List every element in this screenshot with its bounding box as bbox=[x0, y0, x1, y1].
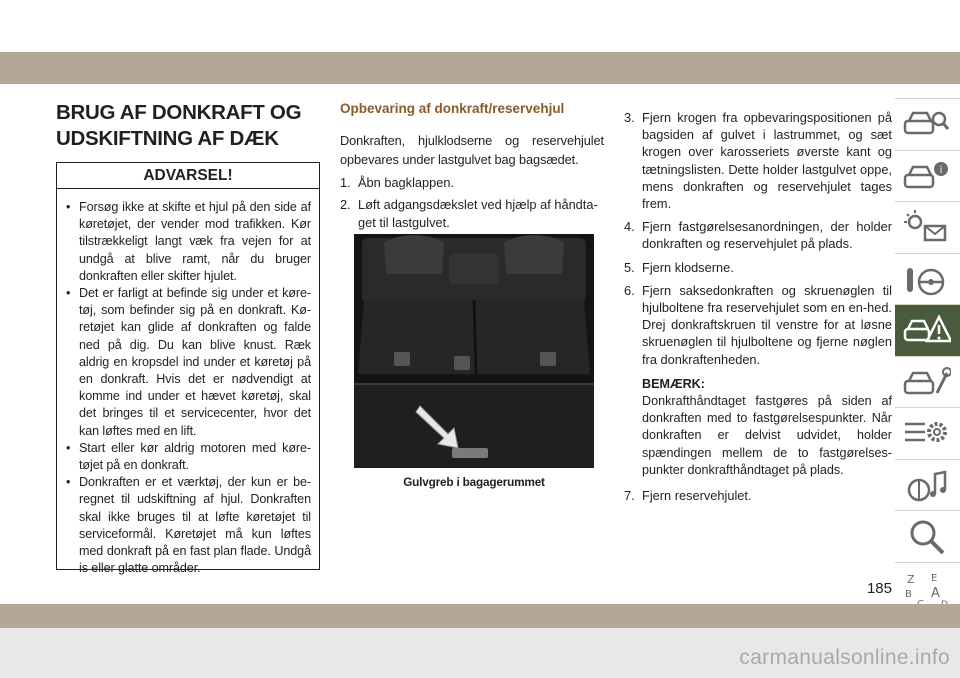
tab-specifications[interactable] bbox=[895, 407, 960, 459]
specifications-gear-icon bbox=[901, 414, 951, 454]
note-block bbox=[624, 376, 892, 479]
step-item: 3. Fjern krogen fra opbevaringspositionen på bagsiden af gulvet i lastrummet, og sæt krogen over karosseriets øverste kant og tætningslisten. Dette holder lastgulvet oppe, mens donkraften og reservehjulet tages frem. bbox=[624, 110, 892, 212]
top-margin bbox=[0, 0, 960, 52]
tab-warning-lights[interactable] bbox=[895, 201, 960, 253]
warning-item: • Donkraften er et værktøj, der kun er be-regnet til udskiftning af hjul. Donkraften skal ikke bruges til at løfte køretøjet til serviceformål. Køretøjet må kun løftes med donkraft på en fast plan flade. Undgå is eller glatte områder. bbox=[66, 475, 311, 576]
storage-section bbox=[340, 100, 604, 236]
car-search-icon bbox=[901, 105, 951, 145]
steps-list-c bbox=[624, 487, 892, 504]
warning-box bbox=[56, 162, 320, 576]
tab-car-service[interactable] bbox=[895, 356, 960, 408]
warning-lights-icon bbox=[901, 208, 951, 248]
watermark: carmanualsonline.info bbox=[739, 646, 950, 669]
bullet-icon: • bbox=[66, 475, 71, 490]
step-item: 6. Fjern saksedonkraften og skruenøglen til hjulboltene fra reservehjulet som en en-hed. Drej donkraftskruen til venstre for at løsne skruenøglen til hjulboltene og fjerne nøglen fra donkraftenheden. bbox=[624, 282, 892, 367]
car-service-icon bbox=[901, 363, 951, 403]
note-text: Donkrafthåndtaget fastgøres på siden af donkraften med to fastgørelsespunkter. Når donkraften er delvist udvidet, holder spændingen mellem de to fastgørelses-punkter donkrafthåndtaget på plads. bbox=[642, 394, 892, 477]
page-number: 185 bbox=[866, 580, 892, 597]
section-heading: Opbevaring af donkraft/reservehjul bbox=[340, 101, 565, 116]
chapter-tabs bbox=[895, 98, 960, 613]
bullet-icon: • bbox=[66, 286, 71, 301]
step-item: 2. Løft adgangsdækslet ved hjælp af håndta-get til lastgulvet. bbox=[340, 197, 598, 230]
svg-text:B: B bbox=[905, 588, 912, 600]
tab-roadside-emergency[interactable] bbox=[895, 304, 960, 356]
steps-continued bbox=[624, 104, 892, 510]
steps-list-a bbox=[340, 174, 604, 232]
multimedia-icon bbox=[901, 466, 951, 506]
step-item: 7. Fjern reservehjulet. bbox=[624, 488, 752, 504]
warning-item: • Forsøg ikke at skifte et hjul på den side af køretøjet, der vender mod trafikken. Kør tilstrækkeligt langt væk fra vejen for at undgå at blive ramt, når du bruger donkraften eller skifter hjulet. bbox=[66, 200, 311, 283]
roadside-emergency-icon bbox=[901, 311, 951, 351]
step-item: 1. Åbn bagklappen. bbox=[340, 175, 455, 190]
warning-item: • Start eller kør aldrig motoren med køre-tøjet på en donkraft. bbox=[66, 440, 311, 473]
warning-heading: ADVARSEL! bbox=[57, 163, 319, 189]
photo-caption: Gulvgreb i bagagerummet bbox=[403, 475, 545, 489]
intro-paragraph: Donkraften, hjulklodserne og reservehjulet opbevares under lastgulvet bag bagsædet. bbox=[340, 133, 604, 167]
tab-car-search[interactable] bbox=[895, 98, 960, 150]
warning-item: • Det er farligt at befinde sig under et køre-tøj, som befinder sig på en donkraft. Kø-retøjet kan glide af donkraften og falde ned på dig. Du kan blive knust. Ræk aldrig en kropsdel ind under et køretøj på en donkraft. Hvis det er nødvendigt at komme ind under et hævet køretøj, skal det bringes til et servicecenter, hvor det kan løftes med en lift. bbox=[66, 286, 311, 438]
warning-list bbox=[57, 189, 319, 577]
svg-text:A: A bbox=[931, 585, 940, 601]
cargo-floor-photo bbox=[354, 234, 594, 468]
bullet-icon: • bbox=[66, 200, 71, 214]
tab-search[interactable] bbox=[895, 510, 960, 562]
search-icon bbox=[901, 517, 951, 557]
bullet-icon: • bbox=[66, 440, 71, 455]
step-item: 5. Fjern klodserne. bbox=[624, 259, 734, 275]
svg-text:E: E bbox=[931, 572, 938, 584]
steps-list-b bbox=[624, 109, 892, 368]
car-info-icon bbox=[901, 157, 951, 197]
cargo-floor-illustration bbox=[354, 234, 594, 468]
index-az-icon bbox=[901, 569, 951, 609]
tab-steering[interactable] bbox=[895, 253, 960, 305]
page-title: BRUG AF DONKRAFT OG UDSKIFTNING AF DÆK bbox=[56, 101, 302, 150]
steering-wheel-icon bbox=[901, 260, 951, 300]
footer-band bbox=[0, 604, 960, 628]
header-band bbox=[0, 52, 960, 84]
svg-text:Z: Z bbox=[907, 572, 915, 586]
svg-text:i: i bbox=[939, 164, 943, 176]
tab-car-info[interactable] bbox=[895, 150, 960, 202]
tab-multimedia[interactable] bbox=[895, 459, 960, 511]
note-heading: BEMÆRK: bbox=[642, 376, 705, 391]
step-item: 4. Fjern fastgørelsesanordningen, der holder donkraften og reservehjulet på plads. bbox=[624, 219, 892, 252]
